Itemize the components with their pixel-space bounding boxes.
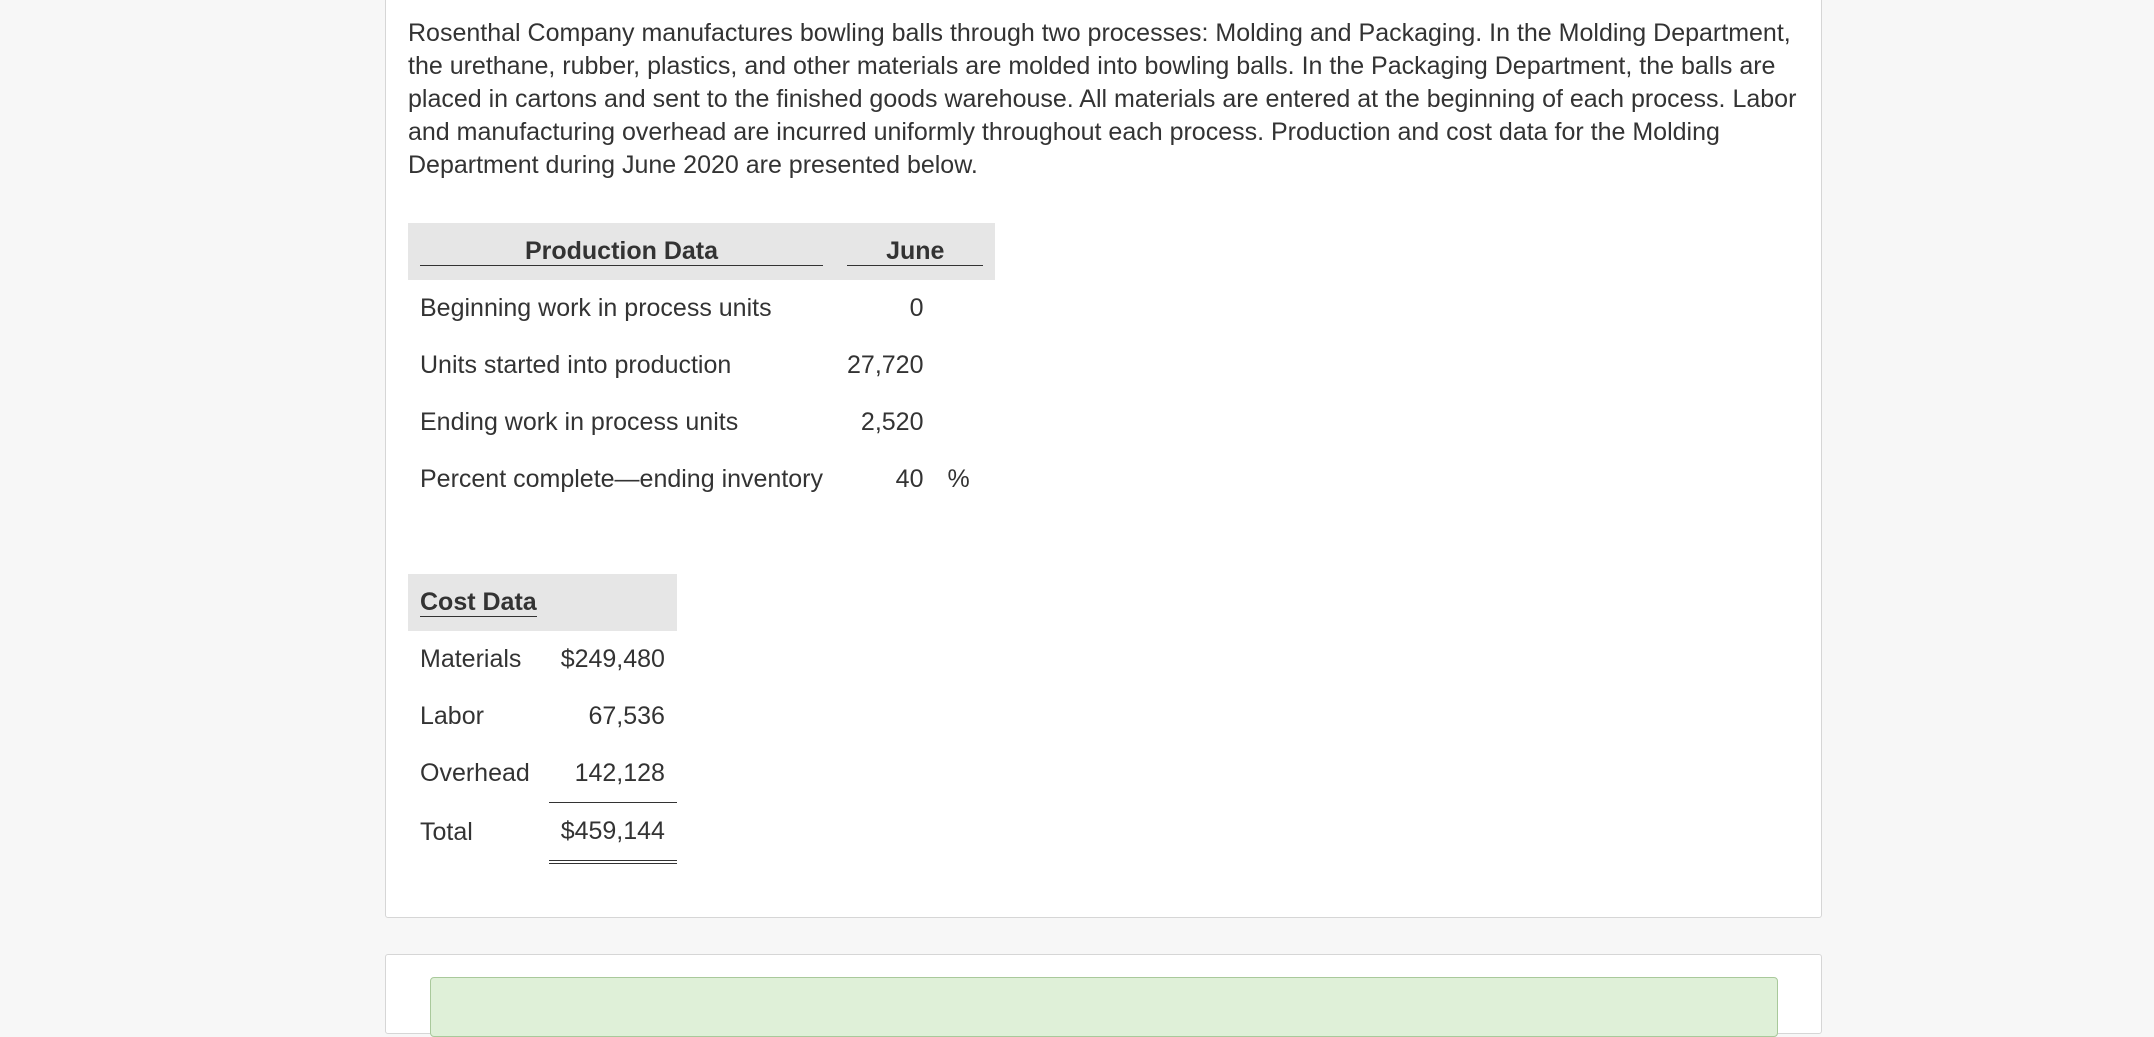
cost-table-header-row	[408, 574, 677, 631]
table-row	[408, 745, 677, 803]
cost-value: 67,536	[588, 702, 665, 730]
row-suffix	[935, 280, 995, 337]
percent-sign: %	[947, 465, 970, 493]
cost-value: 142,128	[549, 745, 677, 803]
row-value: 2,520	[860, 408, 924, 436]
row-suffix	[935, 394, 995, 451]
row-value: 27,720	[847, 351, 924, 379]
total-value: $459,144	[549, 803, 677, 863]
row-label: Ending work in process units	[420, 408, 739, 436]
total-row	[408, 803, 677, 863]
period-heading: June	[847, 237, 983, 266]
cost-value: $249,480	[560, 645, 665, 673]
table-row	[408, 631, 677, 688]
problem-card	[385, 0, 1822, 918]
table-row	[408, 337, 995, 394]
row-suffix	[935, 337, 995, 394]
table-row	[408, 394, 995, 451]
row-label: Units started into production	[420, 351, 732, 379]
table-row	[408, 688, 677, 745]
row-label: Percent complete—ending inventory	[420, 465, 824, 493]
answer-box	[430, 977, 1778, 1037]
production-data-table	[408, 223, 995, 508]
row-value: 0	[909, 294, 924, 322]
row-value: 40	[895, 465, 924, 493]
cost-data-table	[408, 574, 677, 864]
total-label: Total	[420, 817, 473, 846]
problem-statement: Rosenthal Company manufactures bowling balls through two processes: Molding and Packaging. In the Molding Department, the urethane, rubber, plastics, and other materials are molded into bowling balls. In the Packaging Department, the balls are placed in cartons and sent to the finished goods warehouse. All materials are entered at the beginning of each process. Labor and manufacturing overhead are incurred uniformly throughout each process. Production and cost data for the Molding Department during June 2020 are presented below.	[408, 19, 1797, 179]
table-row	[408, 451, 995, 508]
cost-label: Labor	[420, 702, 484, 730]
table-row	[408, 280, 995, 337]
production-table-header-row	[408, 223, 995, 280]
production-data-heading: Production Data	[420, 237, 823, 266]
cost-data-heading: Cost Data	[420, 588, 537, 616]
row-label: Beginning work in process units	[420, 294, 772, 322]
answer-card	[385, 954, 1822, 1034]
cost-label: Materials	[420, 645, 522, 673]
cost-label: Overhead	[420, 759, 530, 788]
